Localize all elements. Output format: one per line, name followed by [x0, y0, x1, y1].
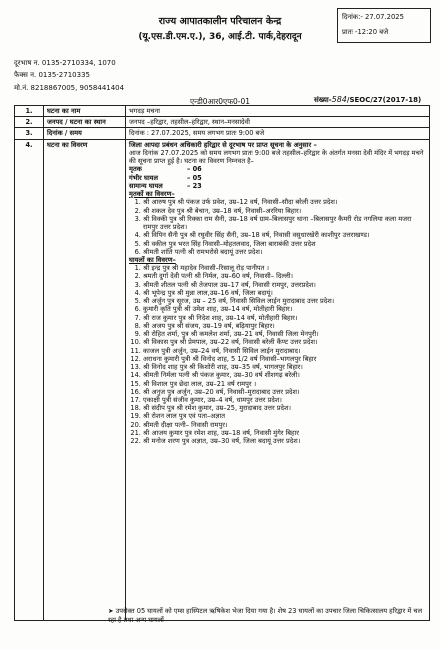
row-label: घटना का विवरण [44, 139, 126, 620]
row-number: 4. [15, 139, 44, 620]
stat-row [129, 182, 426, 190]
list-item: 3. श्री विक्की पुत्र श्री रिक्का राम सैनी, उम्र–18 वर्ष ग्राम–बिलासपुर थाना –बिलासपुर कैमरी रोड नगलिया कला मजरा रामपुर उत्तर प्रदेश। [143, 215, 426, 231]
list-item: 11. काजल पुत्री अर्जुन, उम्र–24 वर्ष, निवासी सिविल लाईन मुरादाबाद। [143, 347, 426, 355]
list-item: 7. श्री राज कुमार पुत्र श्री निदेश शाह, उम्र–14 वर्ष, मोतीहारी बिहार। [143, 314, 426, 322]
list-item: 18. श्री संदीप पुत्र श्री रमेश कुमार, उम्र–25, मुरादाबाद उत्तर प्रदेश। [143, 404, 426, 412]
table-row [15, 128, 430, 139]
row-number: 1. [15, 106, 44, 117]
list-item: 15. श्री विशाल पुत्र छेदा लाल, उम्र–21 वर्ष रामपुर । [143, 380, 426, 388]
stat-value: – 05 [187, 173, 202, 182]
list-item: 13. श्री विनोद शाह पुत्र श्री किशोरी शाह, उम्र–35 वर्ष, भागलपुर बिहार। [143, 363, 426, 371]
row-label: दिनांक / समय [44, 128, 126, 139]
phone-line: दूरभाष न. 0135-2710334, 1070 [14, 59, 116, 67]
list-item: 5. श्री अर्जुन पुत्र सूरज, उम्र – 25 वर्ष, निवासी सिविल लाईन मुरादाबाद उत्तर प्रदेश। [143, 297, 426, 305]
stat-label: गंभीर घायल [129, 173, 158, 182]
time-label: प्रातः -12:20 बजे [342, 28, 389, 36]
date-time-box [337, 8, 431, 43]
list-item: 17. एकाक्षी पुत्री संजीव कुमार, उम्र–4 वर्ष, धामपुर उत्तर प्रदेश। [143, 396, 426, 404]
reference-number [314, 95, 421, 105]
table-row [15, 106, 430, 117]
list-item: 19. श्री रोशन लाल पुत्र एवं पता–अज्ञात [143, 412, 426, 420]
details-intro: आज दिनांक 27.07.2025 को समय लगभग प्रातः 9:00 बजे तहसील–हरिद्वार के अंतर्गत मनसा देवी मंदिर में भगदड़ मचने की सूचना प्राप्त हुई है। घटना का विवरण निम्नवत है– [129, 148, 424, 166]
injured-list-title: घायलों का विवरण– [129, 255, 176, 264]
reference-code: /SEOC/27(2017-18) [346, 96, 422, 104]
row-label: जनपद / घटना का स्थान [44, 117, 126, 128]
list-item: 9. श्री रोहित शर्मा, पुत्र श्री कमलेश शर्मा, उम्र–21 वर्ष, निवासी जिला मेनपुरी। [143, 330, 426, 338]
list-item: 14. श्रीमती निर्मला पत्नी श्री पंकज कुमार, उम्र–30 वर्ष शीशगढ़ बरेली। [143, 371, 426, 379]
stat-row [129, 165, 426, 173]
row-number: 3. [15, 128, 44, 139]
stat-label: मृतक [129, 165, 142, 174]
row-number: 2. [15, 117, 44, 128]
stat-label: सामान्य घायल [129, 181, 163, 190]
list-item: 1. श्री इन्द्र पुत्र श्री महादेव निवासी–रिसालू रोड़ पानीपत । [143, 264, 426, 272]
ndrf-label: एन्डी0आर0एफ0-01 [189, 97, 250, 106]
list-item: 20. श्रीमती दीक्षा पत्नी– निवासी रामपुर। [143, 421, 426, 429]
closing-text: उपरोक्त 05 घायलों को एम्स हास्पिटल ऋषिकेश भेजा दिया गया है। शेष 23 घायलों का उपचार जिला चिकित्सालय हरिद्वार में चल रहा है तथा अन्य घायलों [108, 607, 423, 624]
reference-label: संख्या- [314, 96, 332, 104]
list-item: 4. श्री विपिन सैनी पुत्र श्री रघुवीर सिंह सैनी, उम्र–18 वर्ष, निवासी वसुधारखेरी काशीपुर उत्तराखण्ड। [143, 231, 426, 239]
details-headline: जिला आपदा प्रबंधन अधिकारी हरिद्वार से दूरभाष पर प्राप्त सूचना के अनुसार – [129, 140, 317, 149]
header-title: राज्य आपातकालीन परिचालन केन्द्र [158, 16, 282, 27]
mobile-line: मो.नं. 8218867005, 9058441404 [14, 84, 125, 92]
stat-value: – 23 [187, 181, 202, 190]
header-address: (यू.एस.डी.एम.ए.), 36, आई.टी. पार्क,देहरादून [138, 32, 302, 42]
incident-table [14, 105, 430, 621]
list-item: 2. श्री शकल देव पुत्र श्री बेचान, उम्र–18 वर्ष, निवासी–अररिया बिहार। [143, 207, 426, 215]
list-item: 6. कुमारी कृति पुत्री श्री उमेश शाह, उम्र–14 वर्ष, मोतीहारी बिहार। [143, 305, 426, 313]
list-item: 6. श्रीमती शांति पत्नी श्री रामभरोसे बदायूं उत्तर प्रदेश। [143, 248, 426, 256]
list-item: 16. श्री अनुज पुत्र अर्जुन, उम्र–20 वर्ष, निवासी–मुरादाबाद उत्तर प्रदेश। [143, 388, 426, 396]
fax-line: फैक्स न. 0135-2710335 [14, 71, 90, 79]
stat-value: – 06 [187, 165, 202, 174]
list-item: 12. अराधना कुमारी पुत्री श्री विनोद शाह, 5 1/2 वर्ष निवासी–भागलपुर बिहार [143, 355, 426, 363]
row-value: जनपद –हरिद्वार, तहसील–हरिद्वार, स्थान–मनसादेवी [126, 117, 430, 128]
closing-note: ➤ उपरोक्त 05 घायलों को एम्स हास्पिटल ऋषिकेश भेजा दिया गया है। शेष 23 घायलों का उपचार जिला चिकित्सालय हरिद्वार में चल रहा है तथा अन्य घायलों [108, 607, 423, 624]
injured-list [129, 264, 426, 445]
dead-list [129, 198, 426, 256]
stat-row [129, 174, 426, 182]
list-item: 4. श्री भूपेन्द्र पुत्र श्री मुन्ना लाल,उम्र–16 वर्ष, जिला बदायूं। [143, 289, 426, 297]
incident-details [126, 139, 430, 620]
dead-list-title: मृतकों का विवरण– [129, 190, 175, 199]
date-label: दिनांक:- 27.07.2025 [342, 13, 404, 21]
list-item: 8. श्री अजय पुत्र श्री संजय, उम्र–19 वर्ष, बढ़ियापुर बिहार। [143, 322, 426, 330]
list-item: 22. श्री मनोज शरण पुत्र अज्ञात, उम्र–30 वर्ष, जिला बदायूं उत्तर प्रदेश। [143, 437, 426, 445]
table-row [15, 117, 430, 128]
list-item: 21. श्री आजय कुमार पुत्र रमेश शाह, उम्र–18 वर्ष, निवासी मुंगेर बिहार [143, 429, 426, 437]
list-item: 1. श्री आरुष पुत्र श्री पंकज उर्फ प्रवेश, उम्र–12 वर्ष, निवासी–सौदा बरेली उत्तर प्रदेश। [143, 198, 426, 206]
row-value: दिनांक : 27.07.2025, समय लगभग प्रातः 9:00 बजे [126, 128, 430, 139]
list-item: 3. श्रीमती शीतल पत्नी श्री तेजपाल उम्र–17 वर्ष, निवासी रामपुर, उत्तरप्रदेश। [143, 281, 426, 289]
list-item: 10. श्री विकास पुत्र श्री प्रेमपाल, उम्र–22 वर्ष, निवासी बरेली कैंण्ट उत्तर प्रदेश। [143, 338, 426, 346]
list-item: 5. श्री वकील पुत्र भरत सिंह निवासी–मोहतलवाद, जिला बाराबंकी उत्तर प्रदेश [143, 240, 426, 248]
table-row [15, 139, 430, 620]
row-value: भगदड़ मचना [126, 106, 430, 117]
list-item: 2. श्रमती दुर्गा देवी पत्नी श्री निर्मल, उम्र–60 वर्ष, निवासी– दिल्ली। [143, 272, 426, 280]
row-label: घटना का नाम [44, 106, 126, 117]
reference-handwritten: 584 [331, 95, 347, 104]
